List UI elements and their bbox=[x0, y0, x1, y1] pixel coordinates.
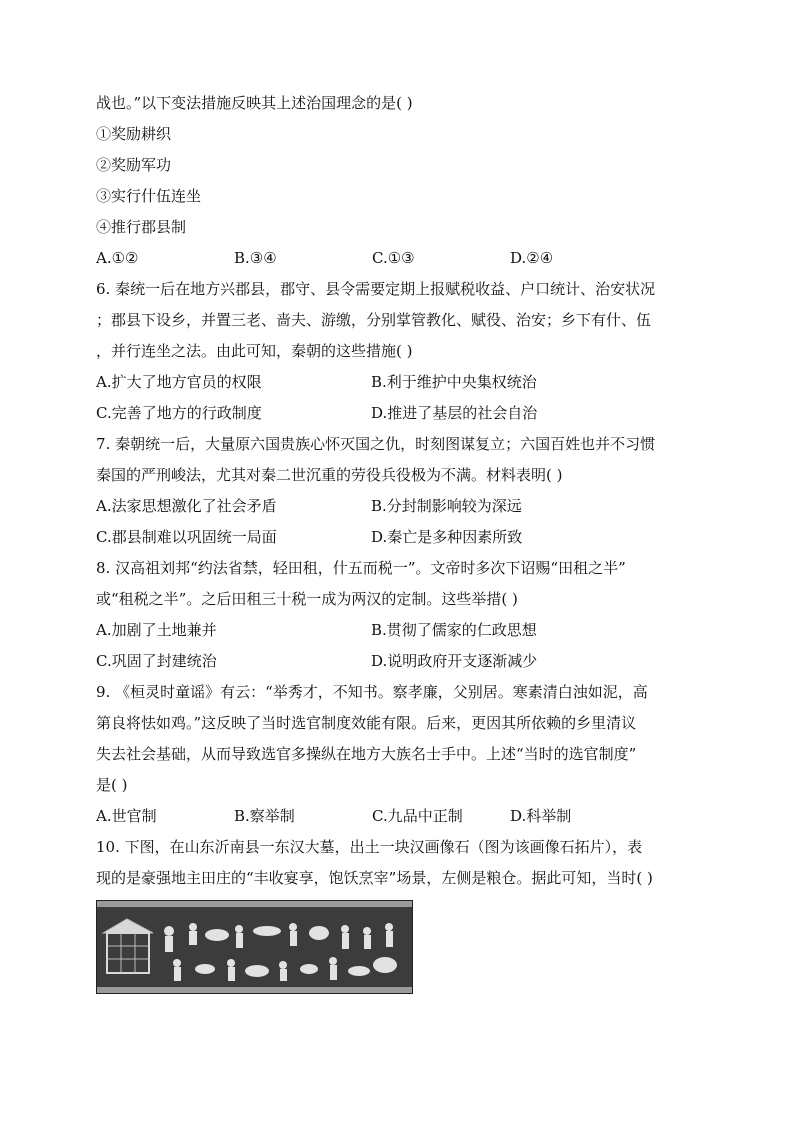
q7-options-row-1 bbox=[96, 491, 702, 522]
exam-page bbox=[96, 88, 702, 994]
q5-option-c[interactable]: C.①③ bbox=[372, 249, 415, 267]
q5-options bbox=[96, 243, 702, 274]
q6-stem-line-1: 6. 秦统一后在地方兴郡县，郡守、县令需要定期上报赋税收益、户口统计、治安状况 bbox=[96, 280, 656, 298]
han-stone-relief-rubbing-image bbox=[96, 900, 413, 994]
q7-option-d[interactable]: D.秦亡是多种因素所致 bbox=[371, 528, 523, 546]
q7-options-row-2 bbox=[96, 522, 702, 553]
relief-illustration bbox=[97, 901, 412, 993]
q5-option-a[interactable]: A.①② bbox=[96, 249, 139, 267]
q9-option-b[interactable]: B.察举制 bbox=[234, 807, 295, 825]
q8-options-row-1 bbox=[96, 615, 702, 646]
q6-options-row-1 bbox=[96, 367, 702, 398]
q7-option-b[interactable]: B.分封制影响较为深远 bbox=[371, 497, 522, 515]
q5-option-d[interactable]: D.②④ bbox=[510, 249, 554, 267]
q6-option-d[interactable]: D.推进了基层的社会自治 bbox=[371, 404, 538, 422]
q8-options-row-2 bbox=[96, 646, 702, 677]
q7-option-c[interactable]: C.郡县制难以巩固统一局面 bbox=[96, 528, 277, 546]
q9-options bbox=[96, 801, 702, 832]
q5-option-b[interactable]: B.③④ bbox=[234, 249, 277, 267]
q8-option-c[interactable]: C.巩固了封建统治 bbox=[96, 652, 217, 670]
q5-item-4: ④推行郡县制 bbox=[96, 218, 187, 236]
q6-option-b[interactable]: B.利于维护中央集权统治 bbox=[371, 373, 537, 391]
q5-item-2: ②奖励军功 bbox=[96, 156, 172, 174]
q9-option-d[interactable]: D.科举制 bbox=[510, 807, 572, 825]
q5-stem: 战也。”以下变法措施反映其上述治国理念的是( ) bbox=[96, 94, 413, 112]
q6-stem-line-2: ；郡县下设乡，并置三老、啬夫、游缴，分别掌管教化、赋役、治安；乡下有什、伍 bbox=[96, 311, 652, 329]
q5-item-1: ①奖励耕织 bbox=[96, 125, 172, 143]
q7-stem-line-1: 7. 秦朝统一后，大量原六国贵族心怀灭国之仇，时刻图谋复立；六国百姓也并不习惯 bbox=[96, 435, 656, 453]
q5-item-3: ③实行什伍连坐 bbox=[96, 187, 202, 205]
q10-stem-line-2: 现的是豪强地主田庄的“丰收宴享，饱饫烹宰”场景，左侧是粮仓。据此可知，当时( ) bbox=[96, 869, 653, 887]
q9-option-a[interactable]: A.世官制 bbox=[96, 807, 157, 825]
q8-stem-line-2: 或“租税之半”。之后田租三十税一成为两汉的定制。这些举措( ) bbox=[96, 590, 518, 608]
q6-option-c[interactable]: C.完善了地方的行政制度 bbox=[96, 404, 262, 422]
q10-stem-line-1: 10. 下图，在山东沂南县一东汉大墓，出土一块汉画像石（图为该画像石拓片），表 bbox=[96, 838, 643, 856]
q6-stem-line-3: ，并行连坐之法。由此可知，秦朝的这些措施( ) bbox=[96, 342, 413, 360]
q9-stem-line-3: 失去社会基础，从而导致选官多操纵在地方大族名士手中。上述“当时的选官制度” bbox=[96, 745, 637, 763]
q7-stem-line-2: 秦国的严刑峻法，尤其对秦二世沉重的劳役兵役极为不满。材料表明( ) bbox=[96, 466, 563, 484]
q6-options-row-2 bbox=[96, 398, 702, 429]
q9-stem-line-4: 是( ) bbox=[96, 776, 128, 794]
q7-option-a[interactable]: A.法家思想激化了社会矛盾 bbox=[96, 497, 277, 515]
q8-option-b[interactable]: B.贯彻了儒家的仁政思想 bbox=[371, 621, 537, 639]
q9-stem-line-1: 9. 《桓灵时童谣》有云：“举秀才，不知书。察孝廉，父别居。寒素清白浊如泥，高 bbox=[96, 683, 648, 701]
q8-option-d[interactable]: D.说明政府开支逐渐减少 bbox=[371, 652, 538, 670]
q8-option-a[interactable]: A.加剧了土地兼并 bbox=[96, 621, 217, 639]
q9-stem-line-2: 第良将怯如鸡。”这反映了当时选官制度效能有限。后来，更因其所依赖的乡里清议 bbox=[96, 714, 637, 732]
q8-stem-line-1: 8. 汉高祖刘邦“约法省禁，轻田租，什五而税一”。文帝时多次下诏赐“田租之半” bbox=[96, 559, 626, 577]
q6-option-a[interactable]: A.扩大了地方官员的权限 bbox=[96, 373, 262, 391]
q9-option-c[interactable]: C.九品中正制 bbox=[372, 807, 463, 825]
